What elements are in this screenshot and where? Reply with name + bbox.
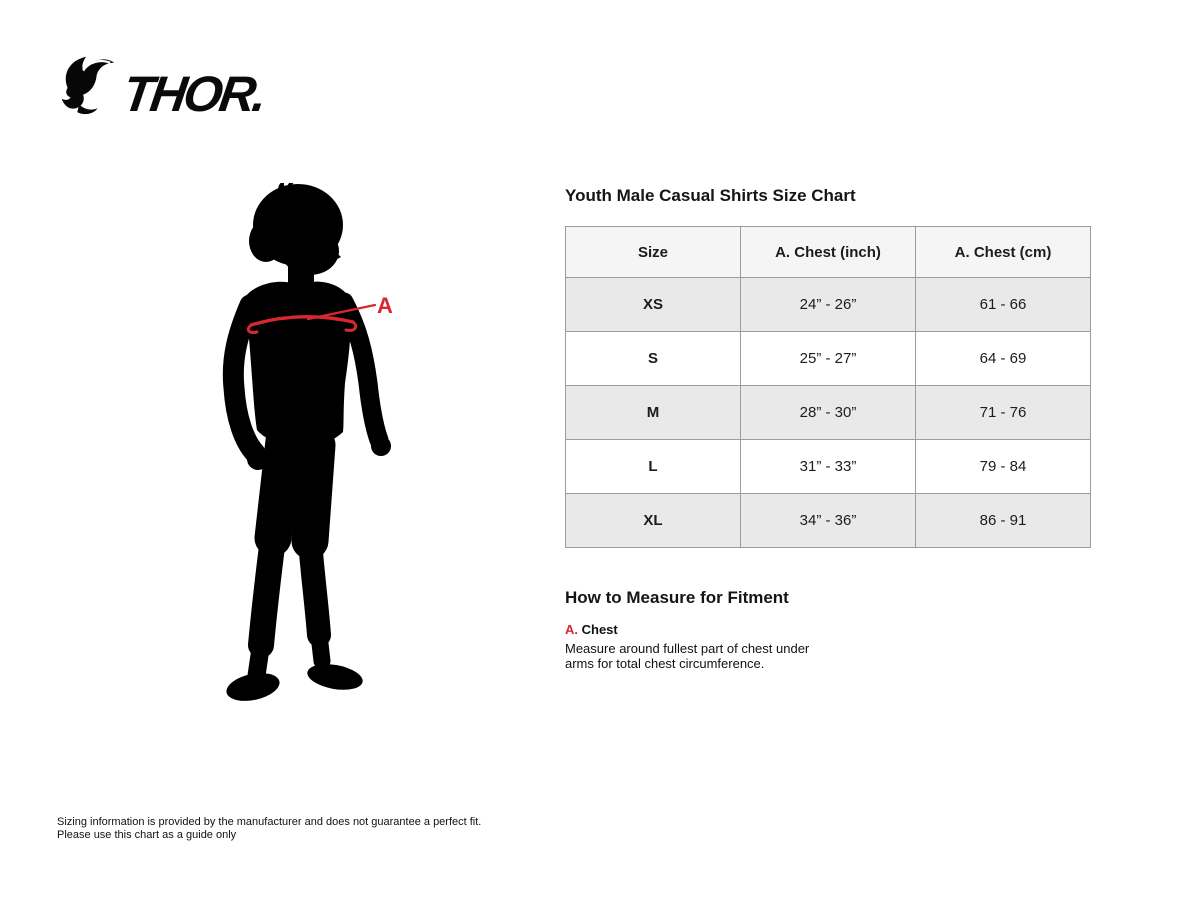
child-silhouette-figure bbox=[198, 183, 460, 705]
measure-point-a-label: A bbox=[377, 293, 393, 318]
brand-logo bbox=[55, 54, 268, 122]
column-header-size: Size bbox=[566, 227, 741, 278]
measure-section-heading: How to Measure for Fitment bbox=[565, 588, 789, 607]
chest-cm-cell: 86 - 91 bbox=[916, 494, 1091, 548]
brand-wordmark: THOR. bbox=[119, 66, 268, 122]
size-chart-title: Youth Male Casual Shirts Size Chart bbox=[565, 186, 856, 205]
column-header-chest-inch: A. Chest (inch) bbox=[741, 227, 916, 278]
table-header-row bbox=[566, 227, 1091, 278]
table-row bbox=[566, 278, 1091, 332]
chest-inch-cell: 31” - 33” bbox=[741, 440, 916, 494]
size-cell: S bbox=[566, 332, 741, 386]
size-cell: M bbox=[566, 386, 741, 440]
table-row bbox=[566, 440, 1091, 494]
chest-inch-cell: 28” - 30” bbox=[741, 386, 916, 440]
size-cell: XL bbox=[566, 494, 741, 548]
chest-inch-cell: 24” - 26” bbox=[741, 278, 916, 332]
measure-item-key: A. bbox=[565, 622, 578, 637]
chest-cm-cell: 61 - 66 bbox=[916, 278, 1091, 332]
chest-cm-cell: 79 - 84 bbox=[916, 440, 1091, 494]
measure-item-title bbox=[565, 622, 618, 637]
silhouette-shape bbox=[224, 183, 391, 705]
chest-cm-cell: 71 - 76 bbox=[916, 386, 1091, 440]
disclaimer-line-1: Sizing information is provided by the manufacturer and does not guarantee a perfect fit. bbox=[57, 816, 482, 828]
size-cell: XS bbox=[566, 278, 741, 332]
disclaimer bbox=[57, 816, 481, 842]
chest-cm-cell: 64 - 69 bbox=[916, 332, 1091, 386]
column-header-chest-cm: A. Chest (cm) bbox=[916, 227, 1091, 278]
table-row bbox=[566, 494, 1091, 548]
measure-item-name: Chest bbox=[581, 622, 618, 637]
size-cell: L bbox=[566, 440, 741, 494]
chest-inch-cell: 25” - 27” bbox=[741, 332, 916, 386]
measure-item-description: Measure around fullest part of chest under arms for total chest circumference. bbox=[565, 641, 810, 671]
thor-goat-icon bbox=[55, 54, 117, 116]
size-chart-table bbox=[565, 226, 1091, 548]
chest-inch-cell: 34” - 36” bbox=[741, 494, 916, 548]
table-row bbox=[566, 386, 1091, 440]
disclaimer-line-2: Please use this chart as a guide only bbox=[57, 829, 237, 841]
table-row bbox=[566, 332, 1091, 386]
